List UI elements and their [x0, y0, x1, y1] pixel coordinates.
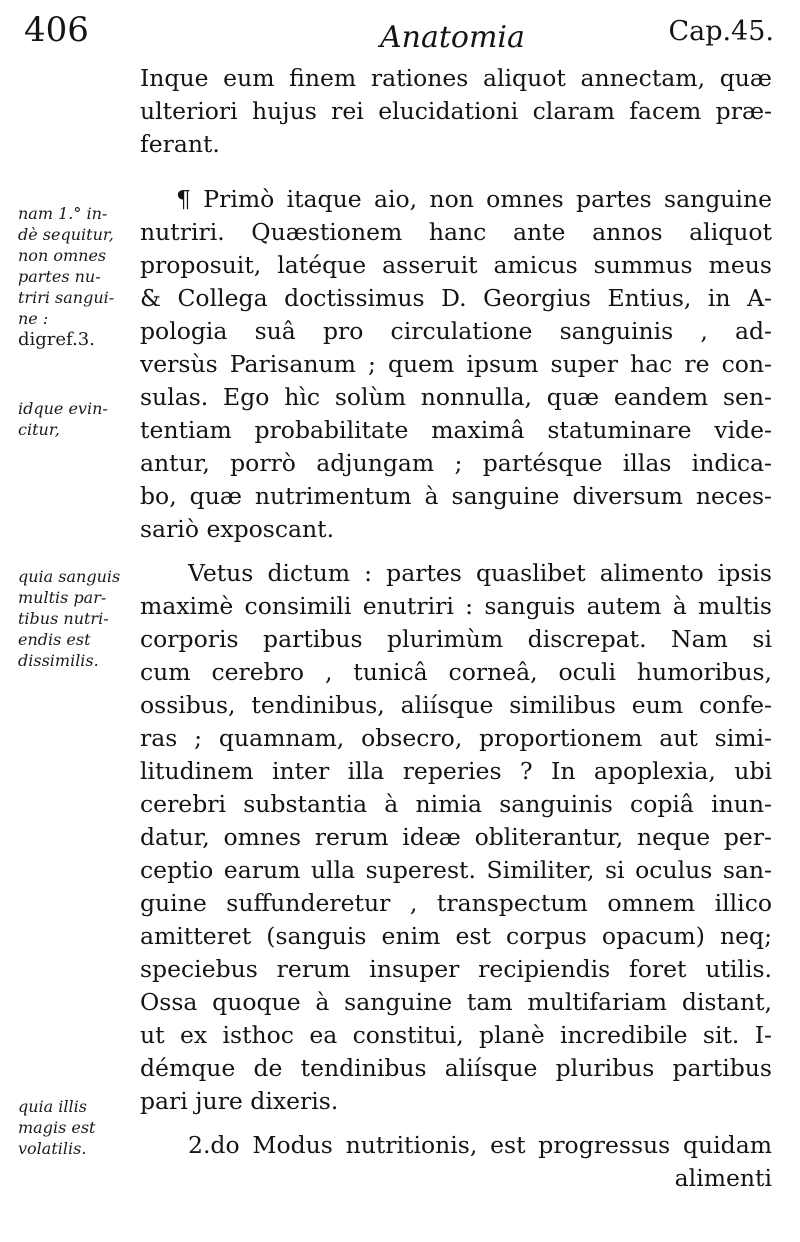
text-line: ulteriori hujus rei elucidationi claram facem præ- — [140, 97, 772, 125]
text-line: ut ex isthoc ea constitui, planè incredibile sit. I- — [140, 1021, 772, 1049]
text-line: cum cerebro , tunicâ corneâ, oculi humoribus, — [140, 658, 772, 686]
text-line: guine suffunderetur , transpectum omnem illico — [140, 889, 772, 917]
text-line: Ossa quoque à sanguine tam multifariam distant, — [140, 988, 772, 1016]
text-line: ceptio earum ulla superest. Similiter, si oculus san- — [140, 856, 772, 884]
chapter-label: Cap.45. — [668, 16, 774, 47]
page-number: 406 — [24, 10, 89, 50]
margin-note-line: idque evin- — [18, 399, 108, 418]
margin-note-line: ne : — [18, 309, 49, 328]
text-line: bo, quæ nutrimentum à sanguine diversum neces- — [140, 482, 772, 510]
text-line: proposuit, latéque asseruit amicus summus meus — [140, 251, 772, 279]
margin-note — [18, 203, 150, 350]
text-line: ferant. — [140, 130, 220, 158]
running-title: Anatomia — [380, 20, 525, 55]
margin-note-line: digref.3. — [18, 329, 95, 350]
margin-note-line: endis est — [18, 630, 91, 649]
text-line: datur, omnes rerum ideæ obliterantur, neque per- — [140, 823, 772, 851]
text-line: & Collega doctissimus D. Georgius Entius, in A- — [140, 284, 772, 312]
text-line: sulas. Ego hìc solùm nonnulla, quæ eandem sen- — [140, 383, 772, 411]
margin-note-line: tibus nutri- — [18, 609, 109, 628]
margin-note — [18, 566, 150, 671]
text-line: Vetus dictum : partes quaslibet alimento ipsis — [188, 559, 772, 587]
text-line: pari jure dixeris. — [140, 1087, 339, 1115]
main-text — [140, 62, 772, 1195]
margin-note — [18, 1096, 150, 1159]
text-line: maximè consimili enutriri : sanguis autem à multis — [140, 592, 772, 620]
text-line: cerebri substantia à nimia sanguinis copiâ inun- — [140, 790, 772, 818]
margin-note-line: citur, — [18, 420, 60, 439]
margin-note-line: non omnes — [18, 246, 107, 265]
text-line: antur, porrò adjungam ; partésque illas indica- — [140, 449, 772, 477]
margin-note-line: multis par- — [18, 588, 107, 607]
text-line: ossibus, tendinibus, aliísque similibus eum confe- — [140, 691, 772, 719]
margin-note-line: triri sangui- — [18, 288, 115, 307]
margin-note-line: quia sanguis — [18, 567, 121, 586]
margin-note-line: volatilis. — [18, 1139, 87, 1158]
text-line: versùs Parisanum ; quem ipsum super hac re con- — [140, 350, 772, 378]
text-line: ¶ Primò itaque aio, non omnes partes sanguine — [176, 185, 772, 213]
text-line: ras ; quamnam, obsecro, proportionem aut simi- — [140, 724, 772, 752]
text-line: sariò exposcant. — [140, 515, 335, 543]
text-line: amitteret (sanguis enim est corpus opacum) neq; — [140, 922, 772, 950]
text-line: tentiam probabilitate maximâ statuminare vide- — [140, 416, 772, 444]
text-line: speciebus rerum insuper recipiendis foret utilis. — [140, 955, 772, 983]
margin-note-line: magis est — [18, 1118, 96, 1137]
text-line: litudinem inter illa reperies ? In apoplexia, ubi — [140, 757, 772, 785]
margin-note — [18, 398, 150, 440]
catchword: alimenti — [674, 1164, 772, 1192]
text-line: nutriri. Quæstionem hanc ante annos aliquot — [140, 218, 772, 246]
text-line: pologia suâ pro circulatione sanguinis , ad- — [140, 317, 772, 345]
margin-note-line: quia illis — [18, 1097, 87, 1116]
text-line: corporis partibus plurimùm discrepat. Nam si — [140, 625, 772, 653]
margin-note-line: partes nu- — [18, 267, 101, 286]
margin-note-line: dè sequitur, — [18, 225, 114, 244]
text-line: 2.do Modus nutritionis, est progressus quidam — [188, 1131, 772, 1159]
margin-note-line: nam 1.° in- — [18, 204, 108, 223]
text-line: Inque eum finem rationes aliquot annectam, quæ — [140, 64, 772, 92]
margin-note-line: dissimilis. — [18, 651, 99, 670]
text-line: démque de tendinibus aliísque pluribus partibus — [140, 1054, 772, 1082]
